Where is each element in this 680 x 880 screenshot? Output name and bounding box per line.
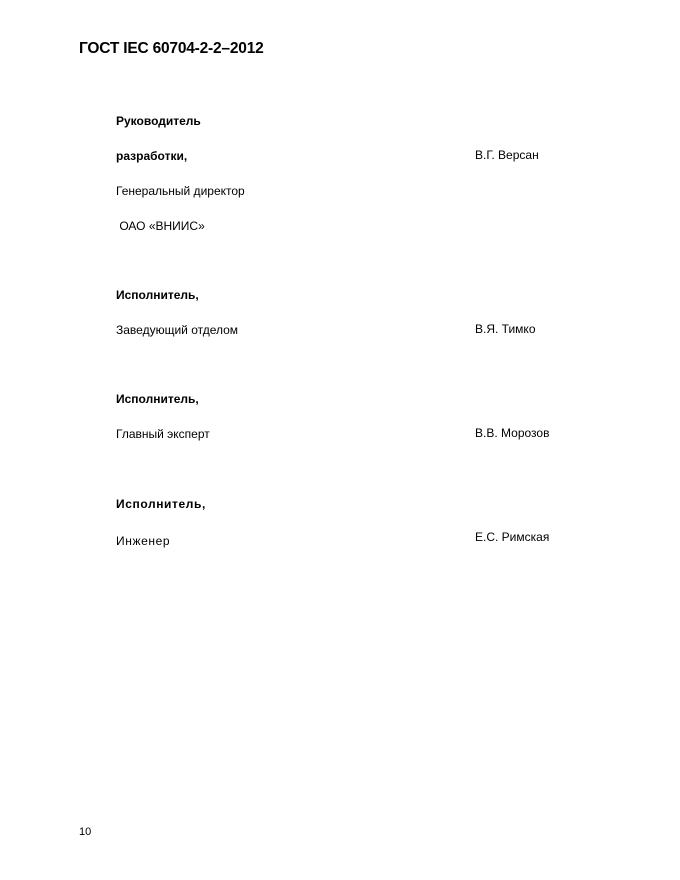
position-label: Генеральный директор [116,184,245,198]
organization-label: ОАО «ВНИИС» [116,219,205,233]
role-label: Исполнитель, [116,497,206,511]
position-label: Главный эксперт [116,427,210,441]
signatory-name: Е.С. Римская [475,530,550,544]
signatory-name: В.Г. Версан [475,148,539,162]
position-label: Инженер [116,534,171,548]
role-label: Исполнитель, [116,392,199,406]
signatory-name: В.В. Морозов [475,426,550,440]
role-label: Руководитель [116,114,201,128]
page-header-title: ГОСТ IEC 60704-2-2–2012 [79,40,264,57]
page-number: 10 [79,826,92,838]
signatory-name: В.Я. Тимко [475,322,536,336]
role-label: Исполнитель, [116,288,199,302]
role-label: разработки, [116,149,188,163]
position-label: Заведующий отделом [116,323,239,337]
